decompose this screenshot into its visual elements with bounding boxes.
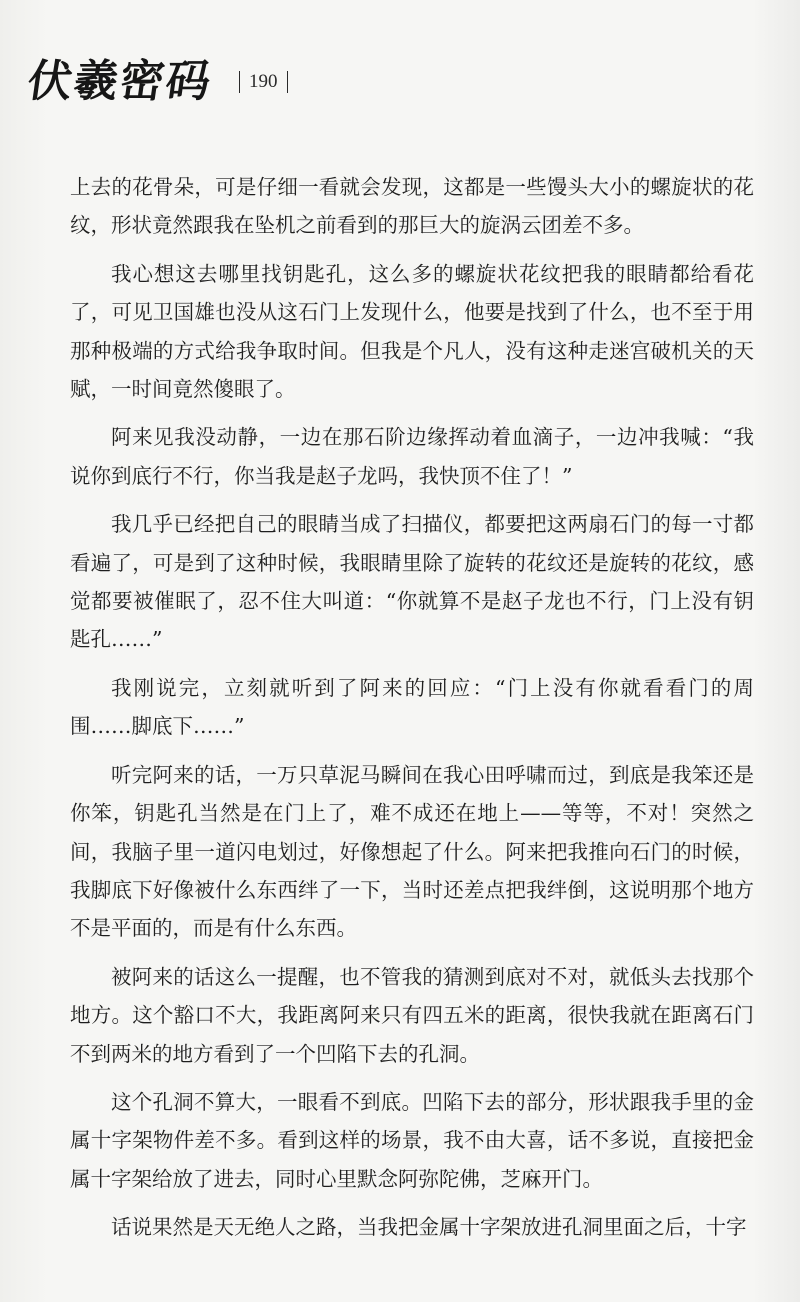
paragraph-3: 阿来见我没动静，一边在那石阶边缘挥动着血滴子，一边冲我喊：“我说你到底行不行，你当我是赵子龙吗，我快顶不住了！” xyxy=(70,425,754,488)
paragraph-5: 我刚说完，立刻就听到了阿来的回应：“门上没有你就看看门的周围……脚底下……” xyxy=(70,675,754,739)
page-number: 190 xyxy=(249,71,278,92)
book-title: 伏羲密码 xyxy=(24,56,216,107)
page-header xyxy=(24,52,297,112)
paragraph-4: 我几乎已经把自己的眼睛当成了扫描仪，都要把这两扇石门的每一寸都看遍了，可是到了这种时候，我眼睛里除了旋转的花纹还是旋转的花纹，感觉都要被催眠了，忍不住大叫道：“你就算不是赵子龙也不行，门上没有钥匙孔……” xyxy=(70,512,754,652)
paragraph-8: 这个孔洞不算大，一眼看不到底。凹陷下去的部分，形状跟我手里的金属十字架物件差不多。看到这样的场景，我不由大喜，话不多说，直接把金属十字架给放了进去，同时心里默念阿弥陀佛，芝麻开门。 xyxy=(70,1089,754,1191)
left-divider xyxy=(239,71,240,93)
paragraph-7: 被阿来的话这么一提醒，也不管我的猜测到底对不对，就低头去找那个地方。这个豁口不大，我距离阿来只有四五米的距离，很快我就在距离石门不到两米的地方看到了一个凹陷下去的孔洞。 xyxy=(70,964,754,1066)
body-text xyxy=(70,168,754,1257)
page-number-box xyxy=(230,71,297,93)
paragraph-6: 听完阿来的话，一万只草泥马瞬间在我心田呼啸而过，到底是我笨还是你笨，钥匙孔当然是在门上了，难不成还在地上——等等，不对！突然之间，我脑子里一道闪电划过，好像想起了什么。阿来把我推向石门的时候，我脚底下好像被什么东西绊了一下，当时还差点把我绊倒，这说明那个地方不是平面的，而是有什么东西。 xyxy=(70,762,754,941)
paragraph-1: 上去的花骨朵，可是仔细一看就会发现，这都是一些馒头大小的螺旋状的花纹，形状竟然跟我在坠机之前看到的那巨大的旋涡云团差不多。 xyxy=(70,175,754,238)
paragraph-9: 话说果然是天无绝人之路，当我把金属十字架放进孔洞里面之后，十字 xyxy=(111,1215,747,1240)
paragraph-2: 我心想这去哪里找钥匙孔，这么多的螺旋状花纹把我的眼睛都给看花了，可见卫国雄也没从这石门上发现什么，他要是找到了什么，也不至于用那种极端的方式给我争取时间。但我是个凡人，没有这种走迷宫破机关的天赋，一时间竟然傻眼了。 xyxy=(70,261,754,402)
right-divider xyxy=(287,71,288,93)
